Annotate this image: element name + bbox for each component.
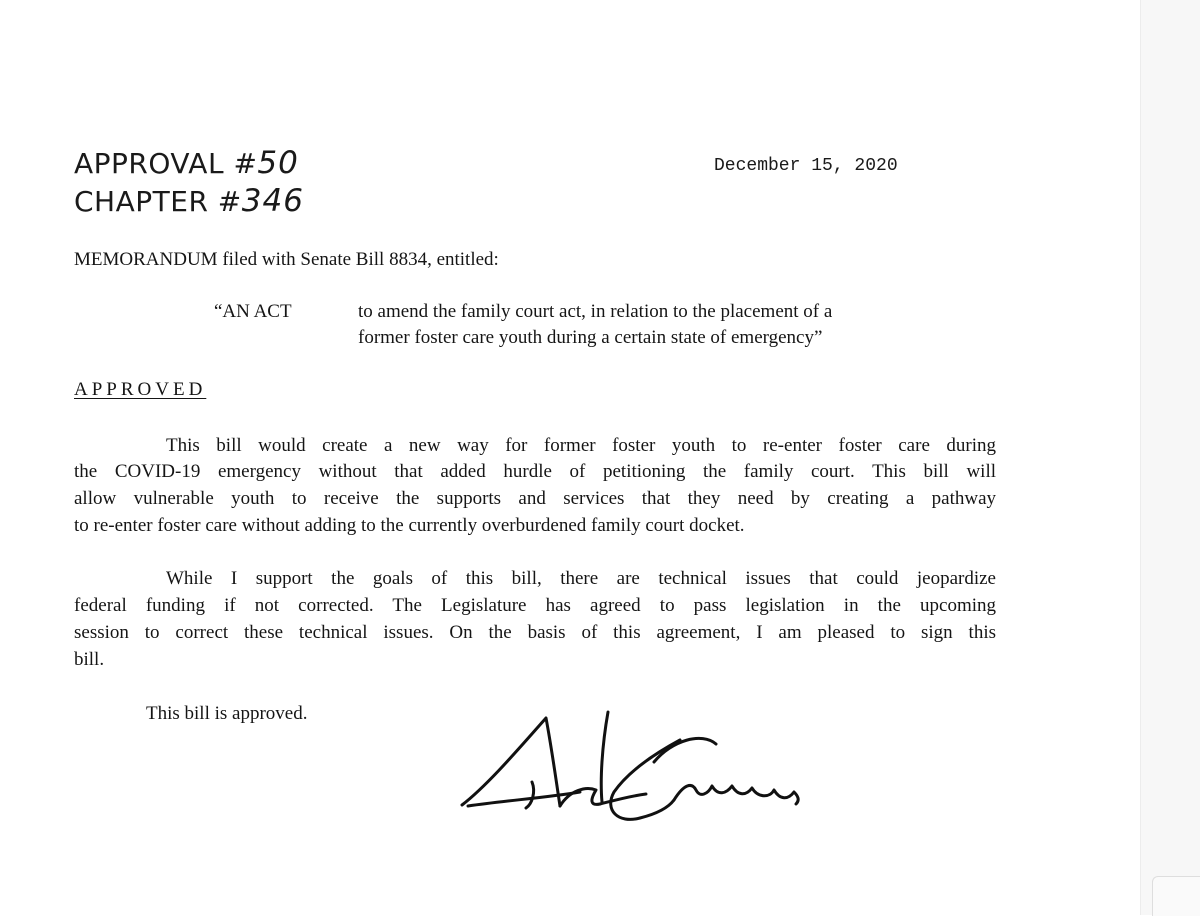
paragraph-1-line: This bill would create a new way for former foster youth to re-enter foster care during bbox=[166, 435, 996, 456]
act-title-line-2: former foster care youth during a certain state of emergency” bbox=[358, 327, 823, 348]
approval-line bbox=[74, 145, 299, 181]
page-edge bbox=[1140, 0, 1200, 915]
memo-intro: MEMORANDUM filed with Senate Bill 8834, entitled: bbox=[74, 249, 499, 270]
chapter-label: CHAPTER # bbox=[74, 185, 242, 218]
paragraph-2-line: session to correct these technical issues. On the basis of this agreement, I am pleased to sign this bbox=[74, 622, 996, 643]
signature-icon bbox=[440, 700, 820, 850]
corner-widget bbox=[1152, 876, 1200, 916]
act-title-line-1: to amend the family court act, in relation to the placement of a bbox=[358, 301, 833, 322]
chapter-line bbox=[74, 183, 304, 219]
memo-date: December 15, 2020 bbox=[714, 156, 898, 176]
approved-heading: APPROVED bbox=[74, 379, 207, 400]
act-label: “AN ACT bbox=[214, 301, 292, 322]
chapter-number: 346 bbox=[241, 183, 304, 219]
paragraph-2-line: bill. bbox=[74, 649, 105, 670]
closing-statement: This bill is approved. bbox=[146, 703, 308, 724]
paragraph-2-line: While I support the goals of this bill, there are technical issues that could jeopardize bbox=[166, 568, 996, 589]
paragraph-1-line: to re-enter foster care without adding to the currently overburdened family court docket. bbox=[74, 515, 745, 536]
approval-number: 50 bbox=[257, 145, 299, 181]
paragraph-2-line: federal funding if not corrected. The Legislature has agreed to pass legislation in the upcoming bbox=[74, 595, 996, 616]
paragraph-1-line: the COVID-19 emergency without that added hurdle of petitioning the family court. This bill will bbox=[74, 461, 996, 482]
approval-label: APPROVAL # bbox=[74, 147, 258, 180]
paragraph-1-line: allow vulnerable youth to receive the supports and services that they need by creating a pathway bbox=[74, 488, 996, 509]
